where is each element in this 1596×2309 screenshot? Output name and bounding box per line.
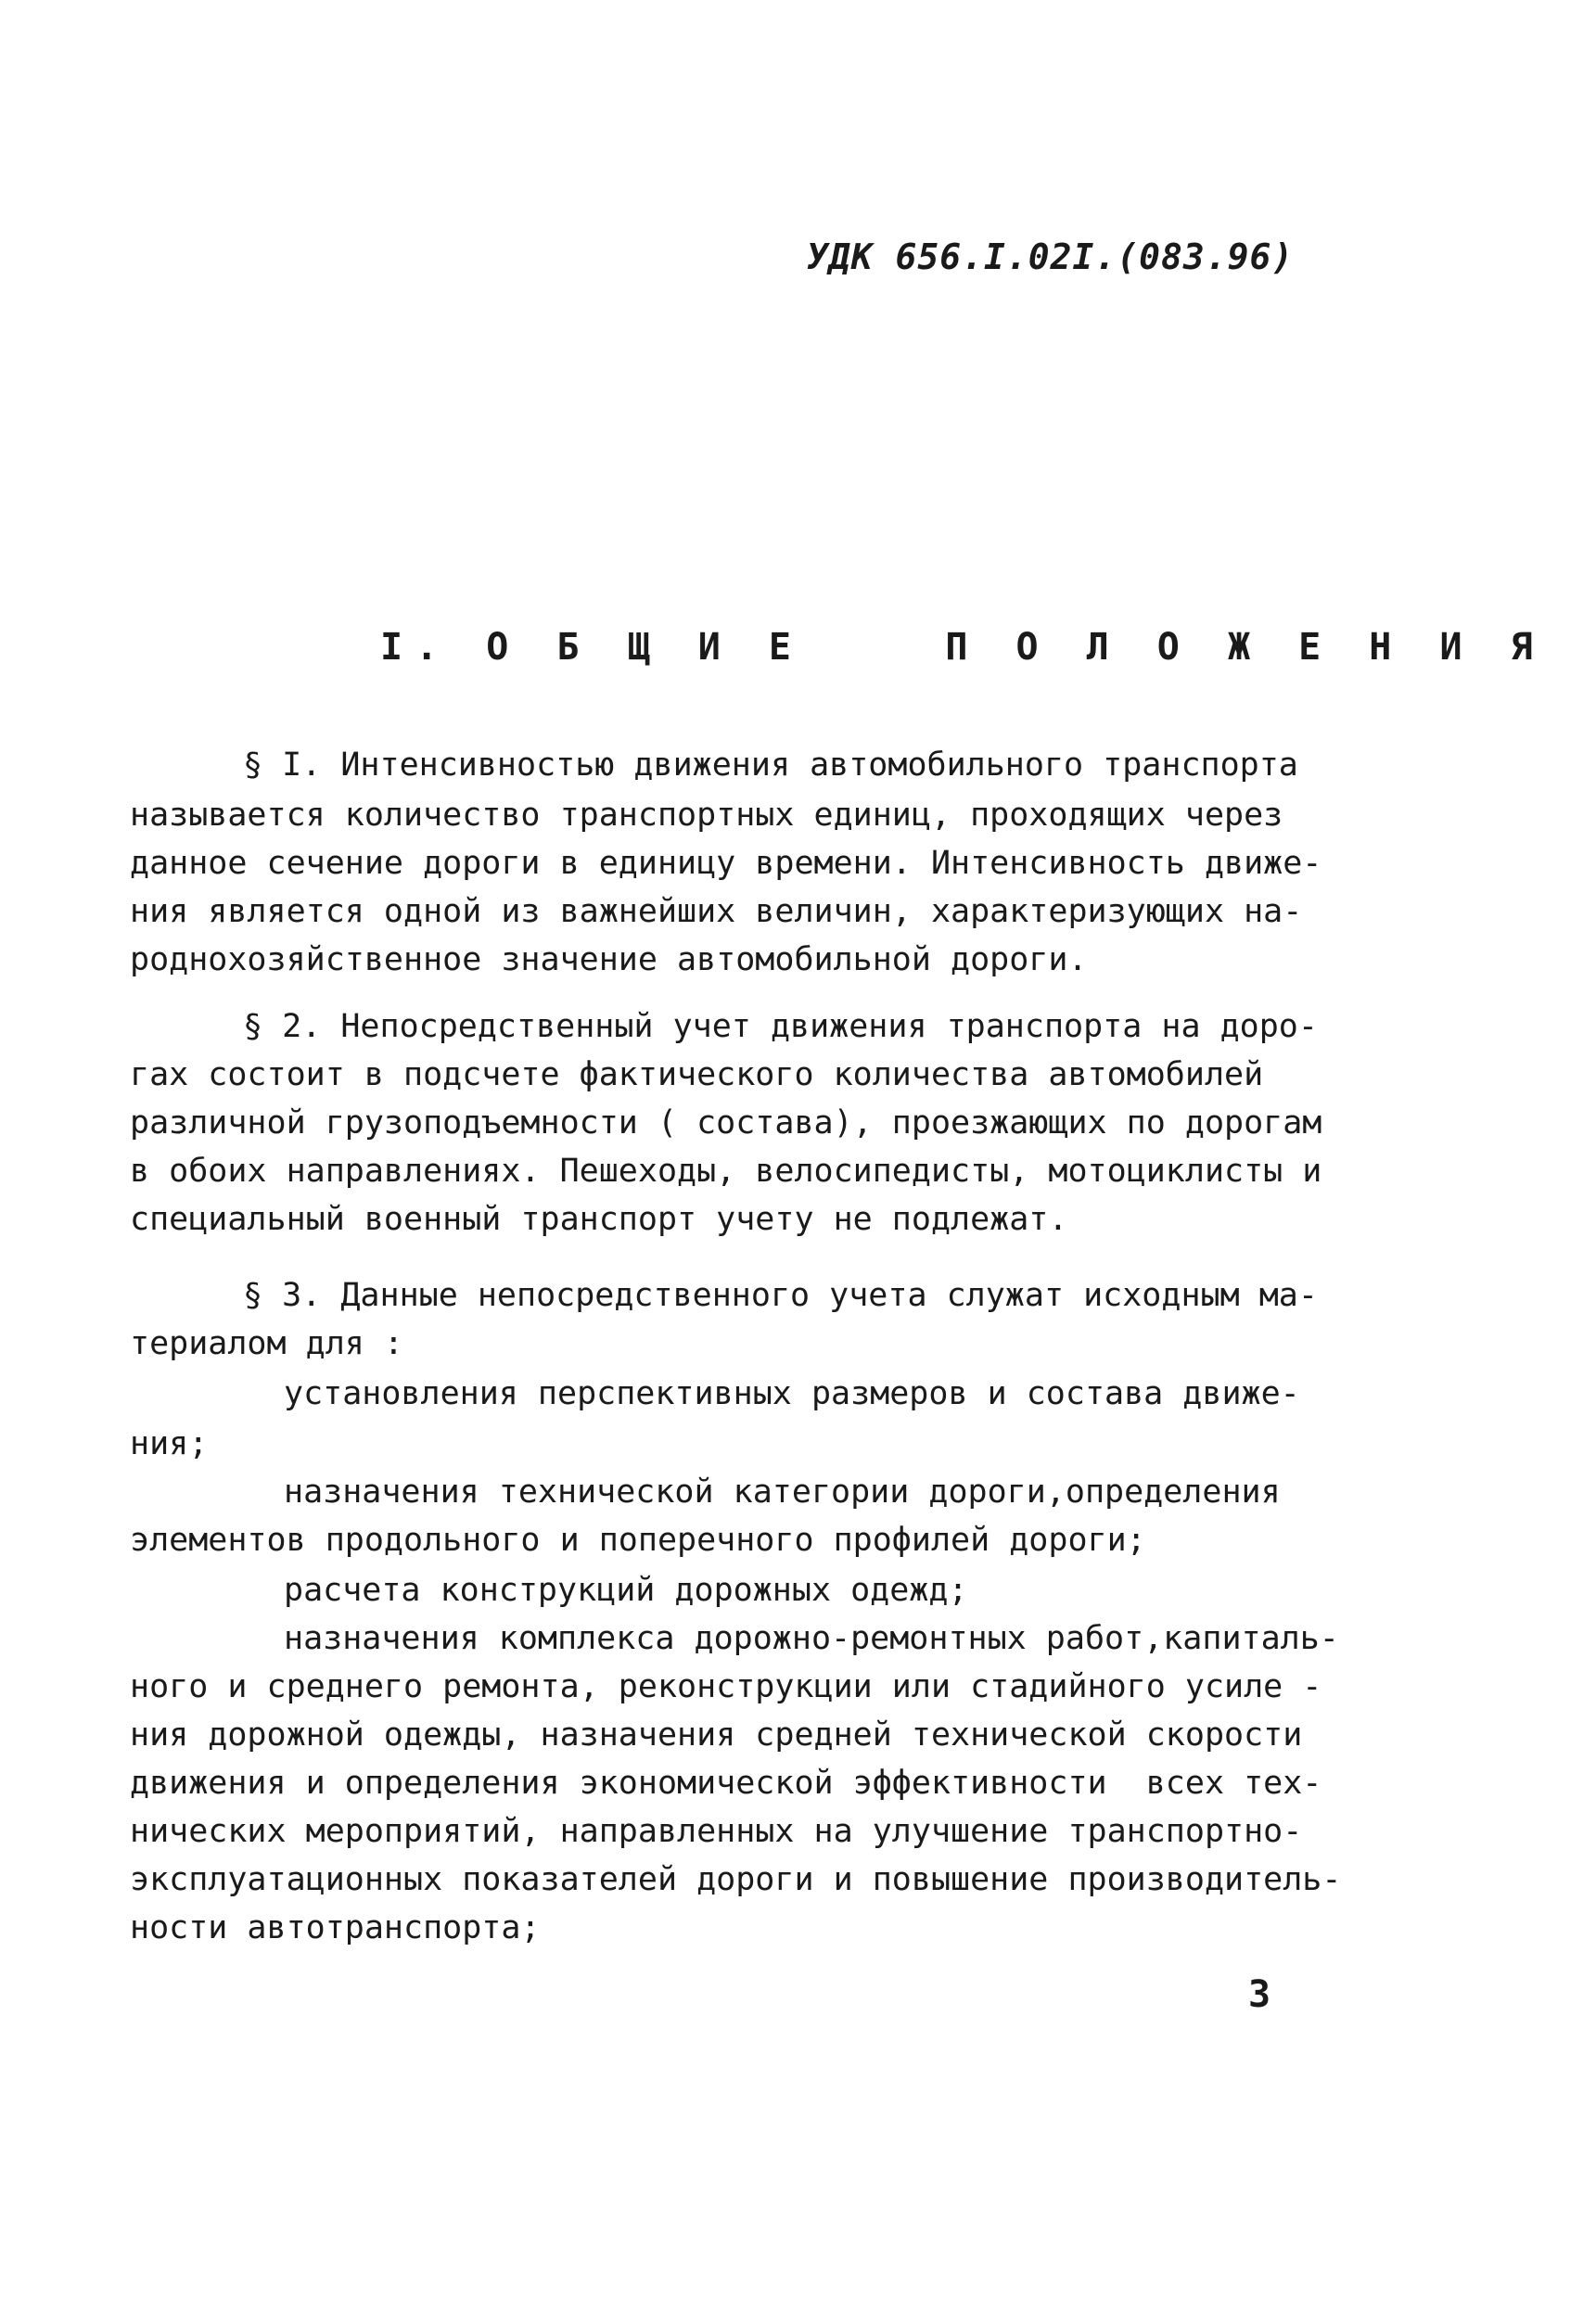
paragraph-2-line: в обоих направлениях. Пешеходы, велосипедисты, мотоциклисты и xyxy=(130,1153,1322,1190)
paragraph-3-line: нических мероприятий, направленных на улучшение транспортно- xyxy=(130,1813,1303,1850)
paragraph-3-line: движения и определения экономической эффективности всех тех- xyxy=(130,1765,1322,1802)
paragraph-3-line: элементов продольного и поперечного профилей дороги; xyxy=(130,1522,1146,1559)
paragraph-1-line: § I. Интенсивностью движения автомобильного транспорта xyxy=(243,746,1298,784)
paragraph-3-line: териалом для : xyxy=(130,1325,404,1362)
paragraph-2-line: специальный военный транспорт учету не подлежат. xyxy=(130,1201,1068,1238)
paragraph-3-line: установления перспективных размеров и состава движе- xyxy=(284,1375,1300,1412)
paragraph-1-line: ния является одной из важнейших величин, характеризующих на- xyxy=(130,893,1303,930)
paragraph-1-line: роднохозяйственное значение автомобильной дороги. xyxy=(130,941,1088,978)
paragraph-3-line: эксплуатационных показателей дороги и повышение производитель- xyxy=(130,1861,1342,1898)
paragraph-2-line: различной грузоподъемности ( состава), проезжающих по дорогам xyxy=(130,1104,1322,1142)
paragraph-3-line: расчета конструкций дорожных одежд; xyxy=(284,1572,968,1609)
paragraph-3-line: § 3. Данные непосредственного учета служат исходным ма- xyxy=(243,1277,1318,1314)
paragraph-3-line: назначения комплекса дорожно-ремонтных работ,капиталь- xyxy=(284,1620,1339,1657)
paragraph-3-line: ности автотранспорта; xyxy=(130,1909,541,1946)
section-heading: I. О Б Щ И Е П О Л О Ж Е Н И Я xyxy=(380,626,1546,669)
paragraph-2-line: гах состоит в подсчете фактического количества автомобилей xyxy=(130,1056,1264,1093)
paragraph-3-line: назначения технической категории дороги,определения xyxy=(284,1473,1281,1511)
paragraph-2-line: § 2. Непосредственный учет движения транспорта на доро- xyxy=(243,1008,1318,1045)
udk-code: УДК 656.I.02I.(083.96) xyxy=(807,236,1295,277)
paragraph-1-line: данное сечение дороги в единицу времени. Интенсивность движе- xyxy=(130,845,1322,882)
paragraph-3-line: ного и среднего ремонта, реконструкции или стадийного усиле - xyxy=(130,1668,1322,1705)
paragraph-1-line: называется количество транспортных единиц, проходящих через xyxy=(130,797,1283,834)
page-number: 3 xyxy=(1248,1973,1271,2016)
paragraph-3-line: ния дорожной одежды, назначения средней технической скорости xyxy=(130,1716,1303,1754)
paragraph-3-line: ния; xyxy=(130,1425,209,1462)
